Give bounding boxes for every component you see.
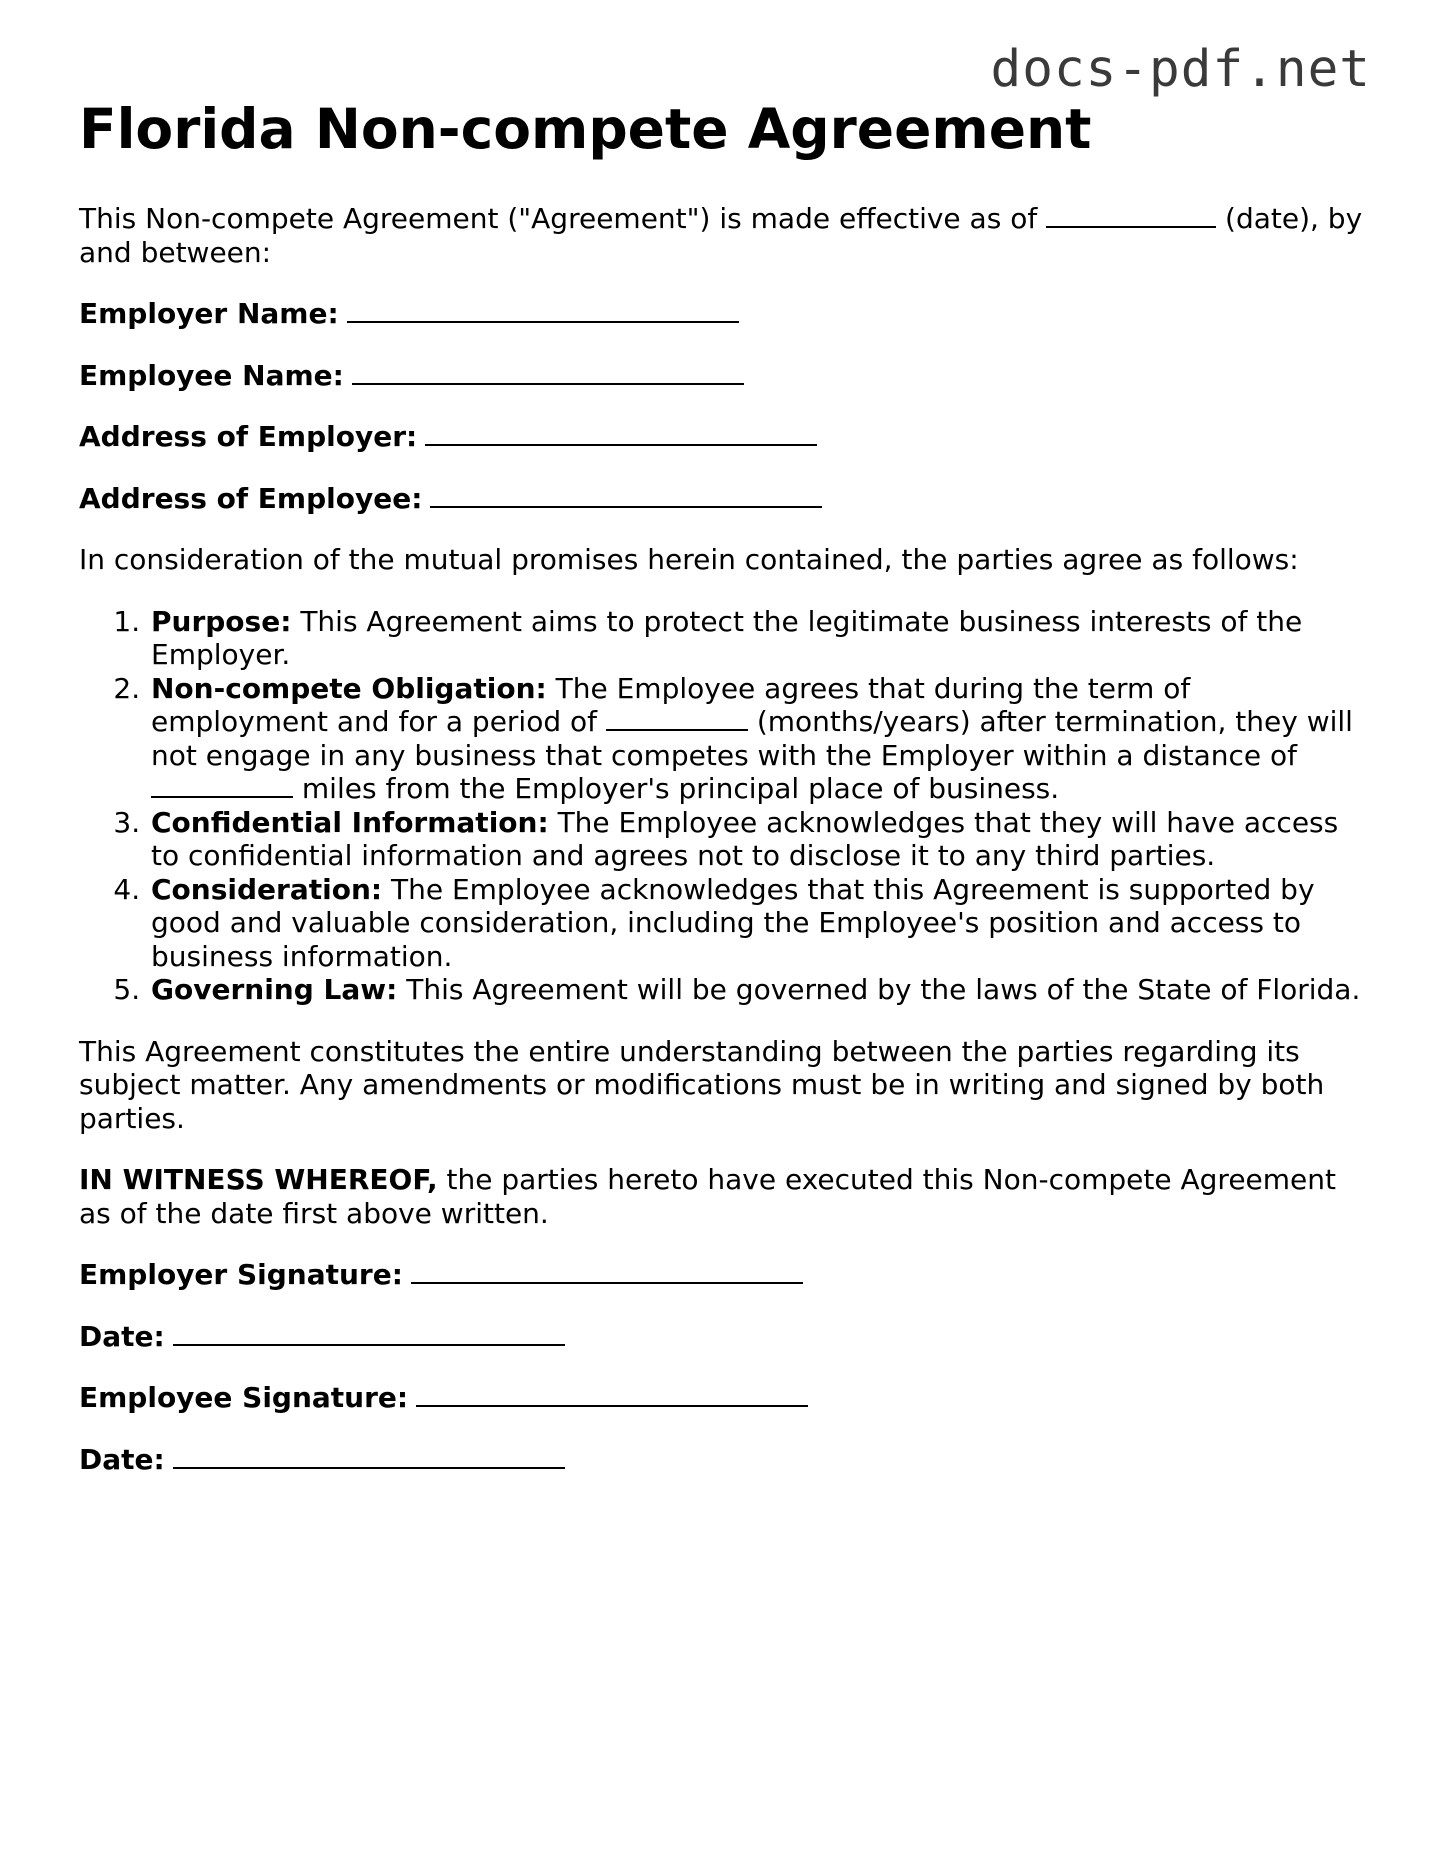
intro-paragraph bbox=[79, 202, 1369, 269]
employer-address-blank[interactable] bbox=[425, 420, 817, 446]
period-blank[interactable] bbox=[606, 705, 748, 731]
term-non-compete bbox=[149, 672, 1369, 806]
employer-signature-blank[interactable] bbox=[411, 1258, 803, 1284]
effective-date-blank[interactable] bbox=[1046, 202, 1216, 228]
term-purpose bbox=[149, 605, 1369, 672]
witness-text: the parties hereto have executed this Non-compete Agreement as of the date first above written. bbox=[79, 1163, 1336, 1230]
term-heading: Non-compete Obligation: bbox=[151, 671, 547, 705]
employer-name-field bbox=[79, 297, 1369, 331]
employer-address-field bbox=[79, 420, 1369, 454]
intro-text-before: This Non-compete Agreement ("Agreement") is made effective as of bbox=[79, 202, 1038, 235]
distance-blank[interactable] bbox=[151, 772, 293, 798]
employer-signature-field bbox=[79, 1258, 1369, 1292]
intro-text-after: (date), by and between: bbox=[79, 202, 1363, 269]
term-consideration bbox=[149, 873, 1369, 974]
consideration-intro: In consideration of the mutual promises herein contained, the parties agree as follows: bbox=[79, 543, 1299, 576]
employee-name-label: Employee Name: bbox=[79, 358, 344, 392]
term-text: (months/years) after termination, they will not engage in any business that competes with the Employer within a distance of bbox=[151, 705, 1353, 772]
term-text: This Agreement aims to protect the legitimate business interests of the Employer. bbox=[151, 604, 1303, 671]
employer-date-blank[interactable] bbox=[173, 1320, 565, 1346]
term-text: This Agreement will be governed by the laws of the State of Florida. bbox=[406, 973, 1361, 1006]
employee-address-blank[interactable] bbox=[430, 482, 822, 508]
watermark: docs-pdf.net bbox=[990, 40, 1371, 99]
term-confidential bbox=[149, 806, 1369, 873]
employee-signature-label: Employee Signature: bbox=[79, 1381, 409, 1414]
employer-date-field bbox=[79, 1320, 1369, 1354]
page-title: Florida Non-compete Agreement bbox=[79, 97, 1092, 161]
employer-name-blank[interactable] bbox=[347, 297, 739, 323]
employee-date-label: Date: bbox=[79, 1442, 165, 1476]
employee-address-field bbox=[79, 482, 1369, 516]
witness-heading: IN WITNESS WHEREOF, bbox=[79, 1163, 438, 1196]
term-heading: Governing Law: bbox=[151, 973, 398, 1006]
term-heading: Purpose: bbox=[151, 604, 292, 638]
employee-date-field bbox=[79, 1443, 1369, 1477]
employer-address-label: Address of Employer: bbox=[79, 420, 418, 453]
terms-list bbox=[79, 605, 1369, 1007]
term-heading: Confidential Information: bbox=[151, 805, 549, 839]
term-text: The Employee agrees that during the term of employment and for a period of bbox=[151, 671, 1191, 738]
term-text: The Employee acknowledges that they will have access to confidential information and agrees not to disclose it to any third parties. bbox=[151, 805, 1339, 872]
employee-signature-field bbox=[79, 1381, 1369, 1415]
employee-address-label: Address of Employee: bbox=[79, 481, 423, 515]
witness-paragraph bbox=[79, 1163, 1369, 1230]
employer-name-label: Employer Name: bbox=[79, 297, 339, 330]
employer-date-label: Date: bbox=[79, 1319, 165, 1353]
entire-agreement-paragraph: This Agreement constitutes the entire understanding between the parties regarding its subject matter. Any amendments or modifications must be in writing and signed by both parties. bbox=[79, 1034, 1325, 1135]
term-heading: Consideration: bbox=[151, 872, 383, 906]
employer-signature-label: Employer Signature: bbox=[79, 1258, 403, 1291]
term-text: miles from the Employer's principal place of business. bbox=[301, 772, 1060, 805]
document-page bbox=[79, 96, 1369, 1504]
employee-name-blank[interactable] bbox=[352, 359, 744, 385]
employee-date-blank[interactable] bbox=[173, 1443, 565, 1469]
term-text: The Employee acknowledges that this Agreement is supported by good and valuable consideration, including the Employee's position and access to business information. bbox=[151, 872, 1315, 973]
employee-signature-blank[interactable] bbox=[416, 1381, 808, 1407]
employee-name-field bbox=[79, 359, 1369, 393]
term-governing-law bbox=[149, 973, 1369, 1007]
